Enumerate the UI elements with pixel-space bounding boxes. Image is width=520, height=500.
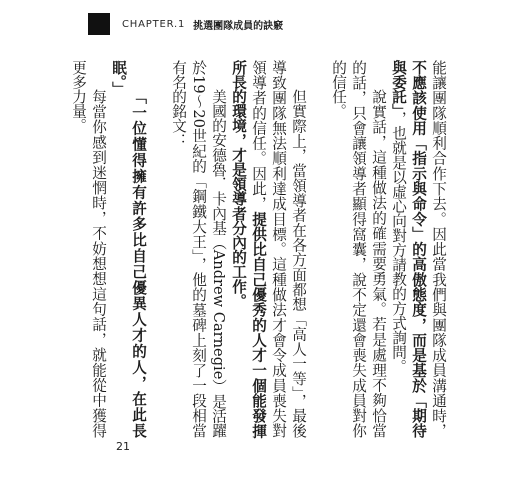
chapter-title: 挑選團隊成員的訣竅 xyxy=(193,20,284,32)
paragraph-4: 美國的安德魯．卡內基（Andrew Carnegie）是活躍於19～20世紀的「鋼鐵大王」，他的墓碑上刻了一段相當有名的銘文： xyxy=(170,60,227,438)
page-number: 21 xyxy=(116,440,130,453)
paragraph-1 xyxy=(388,60,448,438)
body-text xyxy=(70,60,448,439)
paragraph-1-emphasis: 不應該使用「指示與命令」的高傲態度，而是基於「期待與委託」 xyxy=(390,60,427,438)
paragraph-2: 說實話，這種做法的確需要勇氣。若是處理不夠恰當的話，只會讓領導者顯得窩囊，說不定還會喪失成員對你的信任。 xyxy=(330,60,387,438)
paragraph-1-text-c: ，也就是以虛心向對方請教的方式詢問。 xyxy=(390,111,407,374)
paragraph-5 xyxy=(108,60,148,438)
paragraph-1-text-a: 能讓團隊順利合作下去。因此當我們與團隊成員溝通時， xyxy=(430,60,447,438)
paragraph-3 xyxy=(228,60,308,438)
chapter-header xyxy=(88,12,408,36)
paragraph-6: 每當你感到迷惘時，不妨想想這句話，就能從中獲得更多力量。 xyxy=(70,60,107,438)
chapter-marker-bar xyxy=(88,13,110,35)
paragraph-3-text: 但實際上，當領導者在各方面都想「高人一等」，最後導致團隊無法順利達成目標。這種做法才會令成員喪失對領導者的信任。因此， xyxy=(250,60,307,438)
paragraph-3-emphasis: 提供比自己優秀的人才一個能發揮所長的環境，才是領導者分內的工作。 xyxy=(230,60,267,439)
chapter-label: CHAPTER.1 xyxy=(122,18,186,30)
epitaph-quote: 「一位懂得擁有許多比自己優異人才的人，在此長眠。」 xyxy=(110,60,147,438)
